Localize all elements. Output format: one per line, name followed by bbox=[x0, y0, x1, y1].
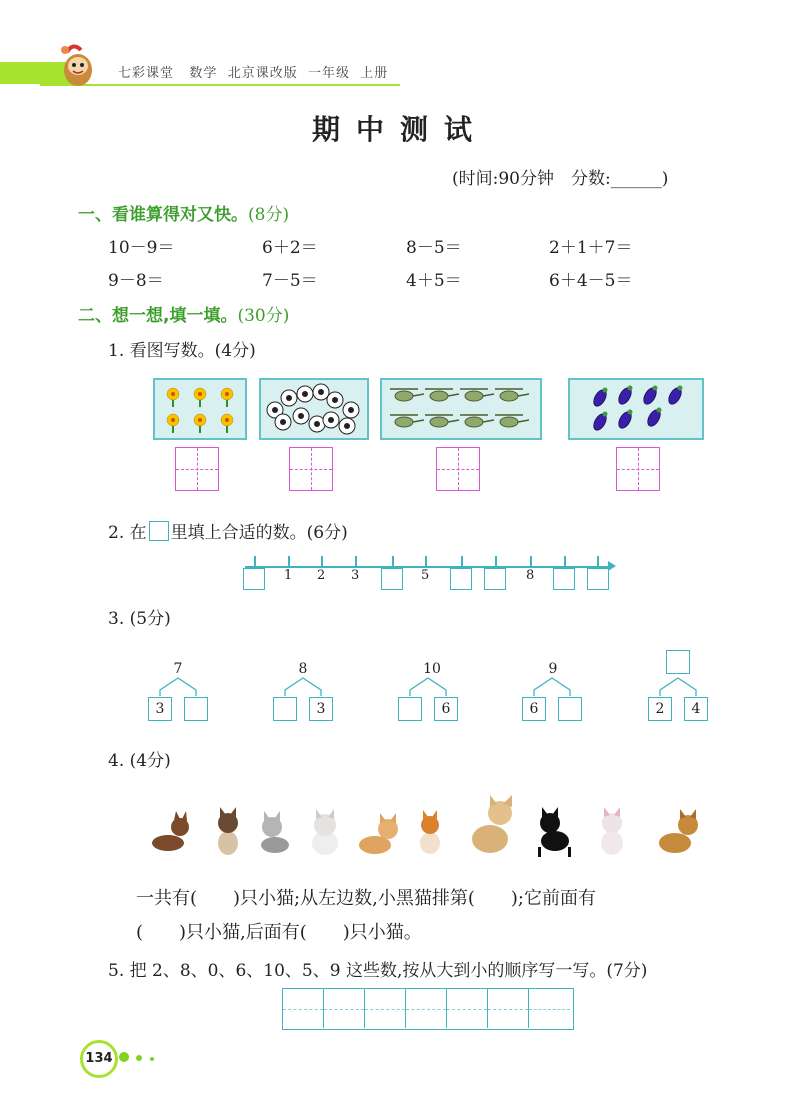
tick bbox=[597, 556, 599, 566]
answer-box-flowers[interactable] bbox=[175, 447, 219, 491]
calc-2-3: 4＋5＝ bbox=[406, 271, 462, 291]
tree-lines-icon bbox=[148, 676, 210, 698]
header-series-line bbox=[118, 62, 388, 81]
tree-left-box[interactable] bbox=[273, 697, 297, 721]
tree-left-box: 2 bbox=[648, 697, 672, 721]
picture-helicopters bbox=[380, 378, 542, 440]
time-score-line: (时间:90分钟 分数:______) bbox=[452, 169, 669, 189]
q3-text: 3. (5分) bbox=[108, 609, 171, 629]
edition: 北京课改版 bbox=[227, 66, 298, 81]
q2-text bbox=[108, 518, 348, 543]
q4-line1: 一共有( )只小猫;从左边数,小黑猫排第( );它前面有 bbox=[136, 888, 596, 909]
tree-lines-icon bbox=[398, 676, 460, 698]
tree-right-box: 4 bbox=[684, 697, 708, 721]
number-line-blank-box[interactable] bbox=[553, 568, 575, 590]
calc-1-4: 2＋1＋7＝ bbox=[549, 238, 633, 258]
picture-flowers bbox=[153, 378, 247, 440]
dot-icon bbox=[119, 1052, 129, 1062]
cat-icon bbox=[152, 811, 189, 851]
cat-icon bbox=[312, 809, 338, 855]
answer-grid[interactable] bbox=[282, 988, 574, 1030]
cat-icon bbox=[601, 807, 623, 855]
calc-2-2: 7－5＝ bbox=[262, 271, 318, 291]
tick bbox=[564, 556, 566, 566]
tree-lines-icon bbox=[648, 676, 710, 698]
answer-cell[interactable] bbox=[283, 989, 324, 1028]
tree-right-box: 3 bbox=[309, 697, 333, 721]
q2-inline-box-icon bbox=[149, 521, 169, 541]
cat-icon bbox=[218, 807, 238, 855]
page-number: 134 bbox=[80, 1040, 118, 1078]
answer-box-eggplants[interactable] bbox=[616, 447, 660, 491]
tick bbox=[321, 556, 323, 566]
number-line-label: 5 bbox=[421, 568, 430, 583]
cat-icon bbox=[261, 811, 289, 853]
tree-lines-icon bbox=[522, 676, 584, 698]
calc-1-1: 10－9＝ bbox=[108, 238, 175, 258]
cat-icon bbox=[472, 795, 512, 853]
tree-left-box[interactable] bbox=[398, 697, 422, 721]
number-line-blank-box[interactable] bbox=[484, 568, 506, 590]
section1-points: (8分) bbox=[248, 205, 290, 225]
picture-soccer-balls bbox=[259, 378, 369, 440]
answer-cell[interactable] bbox=[324, 989, 365, 1028]
picture-eggplants bbox=[568, 378, 704, 440]
answer-cell[interactable] bbox=[447, 989, 488, 1028]
calc-2-4: 6＋4－5＝ bbox=[549, 271, 633, 291]
tree-right-box: 6 bbox=[434, 697, 458, 721]
number-line-label: 3 bbox=[351, 568, 360, 583]
calc-1-2: 6＋2＝ bbox=[262, 238, 318, 258]
number-line-blank-box[interactable] bbox=[587, 568, 609, 590]
tick bbox=[392, 556, 394, 566]
tree-top-box[interactable] bbox=[666, 650, 690, 674]
tick bbox=[288, 556, 290, 566]
section2-title: 二、想一想,填一填。 bbox=[78, 306, 238, 326]
q4-line2: ( )只小猫,后面有( )只小猫。 bbox=[136, 922, 422, 943]
eggplant-icon bbox=[570, 380, 702, 438]
tick bbox=[530, 556, 532, 566]
number-line-label: 2 bbox=[317, 568, 326, 583]
section1-title: 一、看谁算得对又快。 bbox=[78, 205, 248, 225]
answer-box-soccer-balls[interactable] bbox=[289, 447, 333, 491]
flower-icon bbox=[155, 380, 245, 438]
q4-text: 4. (4分) bbox=[108, 751, 171, 771]
number-line-blank-box[interactable] bbox=[243, 568, 265, 590]
number-line-label: 1 bbox=[284, 568, 293, 583]
series-name: 七彩课堂 bbox=[118, 66, 175, 81]
answer-cell[interactable] bbox=[529, 989, 570, 1028]
tree-lines-icon bbox=[273, 676, 335, 698]
section1-heading bbox=[78, 200, 289, 225]
tree-right-box[interactable] bbox=[184, 697, 208, 721]
dot-icon bbox=[136, 1055, 142, 1061]
q5-text: 5. 把 2、8、0、6、10、5、9 这些数,按从大到小的顺序写一写。(7分) bbox=[108, 961, 648, 981]
cat-icon bbox=[659, 809, 698, 853]
number-line-arrow-icon bbox=[608, 561, 616, 571]
tick bbox=[461, 556, 463, 566]
answer-cell[interactable] bbox=[365, 989, 406, 1028]
cats-row bbox=[140, 795, 710, 863]
subject: 数学 bbox=[189, 66, 218, 81]
answer-cell[interactable] bbox=[406, 989, 447, 1028]
tree-top-number: 8 bbox=[298, 661, 308, 677]
helicopter-icon bbox=[382, 380, 540, 438]
q2-text-before: 2. 在 bbox=[108, 523, 147, 543]
calc-1-3: 8－5＝ bbox=[406, 238, 462, 258]
q1-text: 1. 看图写数。(4分) bbox=[108, 341, 256, 361]
answer-box-helicopters[interactable] bbox=[436, 447, 480, 491]
soccer-ball-icon bbox=[261, 380, 367, 438]
tick bbox=[425, 556, 427, 566]
cat-icon bbox=[538, 807, 571, 857]
section2-heading bbox=[78, 301, 289, 326]
calc-2-1: 9－8＝ bbox=[108, 271, 164, 291]
number-line-label: 8 bbox=[526, 568, 535, 583]
tree-right-box[interactable] bbox=[558, 697, 582, 721]
page-title: 期中测试 bbox=[311, 113, 488, 146]
tick bbox=[254, 556, 256, 566]
tick bbox=[495, 556, 497, 566]
tree-top-number: 9 bbox=[548, 661, 558, 677]
number-line-blank-box[interactable] bbox=[450, 568, 472, 590]
answer-cell[interactable] bbox=[488, 989, 529, 1028]
tree-left-box: 6 bbox=[522, 697, 546, 721]
tree-top-number: 10 bbox=[423, 661, 441, 677]
tick bbox=[355, 556, 357, 566]
cat-icon bbox=[420, 810, 440, 854]
mascot-icon bbox=[55, 40, 101, 90]
tree-top-number: 7 bbox=[173, 661, 183, 677]
volume: 上册 bbox=[360, 66, 389, 81]
tree-left-box: 3 bbox=[148, 697, 172, 721]
dot-icon bbox=[150, 1057, 154, 1061]
q2-text-after: 里填上合适的数。(6分) bbox=[170, 523, 348, 543]
grade: 一年级 bbox=[307, 66, 350, 81]
number-line-blank-box[interactable] bbox=[381, 568, 403, 590]
cat-icon bbox=[359, 813, 398, 854]
section2-points: (30分) bbox=[237, 306, 290, 326]
